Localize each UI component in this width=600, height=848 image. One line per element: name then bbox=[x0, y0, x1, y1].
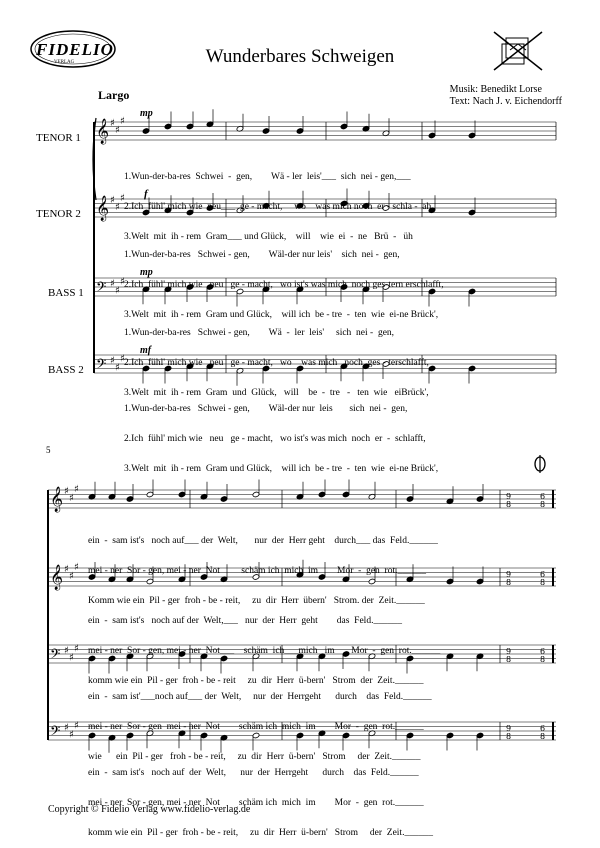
dynamic-bass1: mp bbox=[140, 267, 153, 278]
score-title: Wunderbares Schweigen bbox=[205, 46, 395, 67]
measure-number: 5 bbox=[46, 445, 51, 455]
voice-label-bass1: BASS 1 bbox=[48, 287, 84, 299]
lyric-verse1: ein - sam ist's noch auf der Welt,___ nur der Herr geht das Feld.______ bbox=[88, 616, 402, 626]
lyrics-system1-bass2 bbox=[124, 384, 438, 484]
sharp-sign: ♯ bbox=[64, 722, 69, 734]
time-sig: 8 bbox=[506, 732, 512, 741]
lyricist-credit: Text: Nach J. v. Eichendorff bbox=[449, 96, 562, 107]
lyric-verse2: 2.Ich fühl' mich wie neu ge - macht, wo ist's was mich noch ges-tern erschlafft, bbox=[124, 280, 444, 290]
time-sig: 8 bbox=[540, 732, 546, 741]
sharp-sign: ♯ bbox=[115, 362, 120, 374]
bass-clef: 𝄢 bbox=[50, 646, 61, 665]
lyric-verse2: 2.Ich fühl' mich wie neu ge - macht, wo was mich noch ges - terschlafft, bbox=[124, 358, 429, 368]
time-sig: 8 bbox=[540, 500, 546, 509]
time-sig: 8 bbox=[506, 655, 512, 664]
lyric-verse1: 1.Wun-der-ba-res Schwei - gen, Wä - ler leis'___ sich nei - gen,___ bbox=[124, 172, 411, 182]
sharp-sign: ♯ bbox=[120, 276, 125, 288]
time-sig: 9 bbox=[506, 724, 512, 733]
time-sig: 8 bbox=[540, 578, 546, 587]
sharp-sign: ♯ bbox=[115, 124, 120, 136]
time-sig: 6 bbox=[540, 570, 546, 579]
sharp-sign: ♯ bbox=[64, 486, 69, 497]
lyric-verse3: komm wie ein Pil - ger froh - be - reit zu dir Herr ü-bern' Strom der Zeit.______ bbox=[88, 676, 424, 686]
treble-clef: 𝄞 bbox=[50, 487, 64, 512]
dynamic-bass2: mf bbox=[140, 345, 152, 356]
sharp-sign: ♯ bbox=[74, 561, 79, 573]
dynamic-tenor1: mp bbox=[140, 108, 153, 119]
treble-clef: 𝄞 bbox=[96, 196, 110, 221]
lyrics-system2-bass2 bbox=[88, 748, 433, 848]
treble-clef: 𝄞 bbox=[96, 119, 110, 144]
voice-label-bass2: BASS 2 bbox=[48, 364, 84, 376]
sharp-sign: ♯ bbox=[110, 278, 115, 290]
composer-credit: Musik: Benedikt Lorse bbox=[449, 84, 542, 95]
sharp-sign: ♯ bbox=[110, 195, 115, 206]
sharp-sign: ♯ bbox=[120, 353, 125, 365]
sharp-sign: ♯ bbox=[64, 564, 69, 575]
sharp-sign: ♯ bbox=[64, 645, 69, 657]
publisher-logo-sub: VERLAG bbox=[54, 60, 75, 65]
sharp-sign: ♯ bbox=[120, 192, 125, 204]
bass-clef: 𝄢 bbox=[96, 279, 107, 298]
copyright-notice: Copyright © Fidelio Verlag www.fidelio-verlag.de bbox=[48, 804, 251, 815]
time-sig: 6 bbox=[540, 492, 546, 501]
sharp-sign: ♯ bbox=[74, 643, 79, 655]
lyric-verse1: 1.Wun-der-ba-res Schwei - gen, Wäl-der nur leis sich nei - gen, bbox=[124, 404, 408, 414]
lyric-verse3: 3.Welt mit ih - rem Gram und Glück, will ich be - tre - ten wie ei-ne Brück', bbox=[124, 310, 439, 320]
time-sig: 9 bbox=[506, 570, 512, 579]
time-sig: 9 bbox=[506, 647, 512, 656]
lyric-verse1: ein - sam ist'___noch auf___ der Welt, nur der Herrgeht durch das Feld.______ bbox=[88, 692, 432, 702]
sharp-sign: ♯ bbox=[74, 483, 79, 495]
lyric-verse3: 3.Welt mit ih - rem Gram und Glück, will ich be - tre - ten wie ei-ne Brück', bbox=[124, 464, 439, 474]
sharp-sign: ♯ bbox=[115, 285, 120, 297]
sharp-sign: ♯ bbox=[115, 201, 120, 213]
sharp-sign: ♯ bbox=[69, 729, 74, 741]
bass-clef: 𝄢 bbox=[96, 356, 107, 375]
sharp-sign: ♯ bbox=[69, 652, 74, 664]
dynamic-tenor2: f bbox=[144, 188, 148, 200]
time-sig: 6 bbox=[540, 647, 546, 656]
lyric-verse3: 3.Welt mit ih - rem Gram___ und Glück, will wie ei - ne Brü - üh bbox=[124, 232, 413, 242]
lyric-verse1: ein - sam ist's noch auf___ der Welt, nur der Herr geht durch___ das Feld.______ bbox=[88, 536, 438, 546]
lyric-verse3: 3.Welt mit ih - rem Gram und Glück, will be - tre - ten wie eiBrück', bbox=[124, 388, 429, 398]
publisher-logo-text: FIDELIO bbox=[36, 40, 114, 59]
lyric-verse1: 1.Wun-der-ba-res Schwei - gen, Wä - ler leis' sich nei - gen, bbox=[124, 328, 395, 338]
lyric-verse2: mei - ner Sor - gen, mei - ner Not schäm ich mich im Mor - gen rot.______ bbox=[88, 566, 426, 576]
sharp-sign: ♯ bbox=[110, 355, 115, 367]
lyric-verse3: Komm wie ein Pil - ger froh - be - reit, zu dir Herr übern' Strom. der Zeit.______ bbox=[88, 596, 425, 606]
time-sig: 8 bbox=[506, 500, 512, 509]
lyric-verse3: wie ein Pil - ger froh - be - reit, zu dir Herr ü-bern' Strom der Zeit.______ bbox=[88, 752, 421, 762]
bass-clef: 𝄢 bbox=[50, 723, 61, 742]
time-sig: 8 bbox=[540, 655, 546, 664]
treble-clef: 𝄞 bbox=[50, 565, 64, 590]
sharp-sign: ♯ bbox=[69, 492, 74, 504]
lyric-verse2: mei - ner Sor - gen, mei - ner Not schäm ich mich im Mor - gen rot.______ bbox=[88, 798, 424, 808]
sharp-sign: ♯ bbox=[110, 118, 115, 129]
sharp-sign: ♯ bbox=[120, 115, 125, 127]
time-sig: 9 bbox=[506, 492, 512, 501]
lyric-verse1: ein - sam ist's noch auf der Welt, nur der Herrgeht durch das Feld.______ bbox=[88, 768, 419, 778]
sharp-sign: ♯ bbox=[74, 720, 79, 732]
lyric-verse2: mei - ner Sor - gen mei - ner Not schäm ich mich im Mor - gen rot.______ bbox=[88, 722, 424, 732]
time-sig: 6 bbox=[540, 724, 546, 733]
time-sig: 8 bbox=[506, 578, 512, 587]
lyric-verse3: komm wie ein Pil - ger froh - be - reit, zu dir Herr ü-bern' Strom der Zeit.______ bbox=[88, 828, 433, 838]
lyric-verse1: 1.Wun-der-ba-res Schwei - gen, Wäl-der nur leis' sich nei - gen, bbox=[124, 250, 400, 260]
voice-label-tenor2: TENOR 2 bbox=[36, 208, 81, 220]
lyric-verse2: 2.Ich fühl' mich wie neu ge - macht, wo ist's was mich noch er - schlafft, bbox=[124, 434, 426, 444]
lyric-verse2: mei - ner Sor - gen, mei - ner Not___ schäm ich___mich im Mor - gen rot.______ bbox=[88, 646, 441, 656]
lyric-verse2: 2.Ich fühl' mich wie neu___ ge - macht, wo was mich noch er - schla - ah bbox=[124, 202, 432, 212]
voice-label-tenor1: TENOR 1 bbox=[36, 132, 81, 144]
tempo-marking: Largo bbox=[98, 88, 130, 102]
sharp-sign: ♯ bbox=[69, 570, 74, 582]
